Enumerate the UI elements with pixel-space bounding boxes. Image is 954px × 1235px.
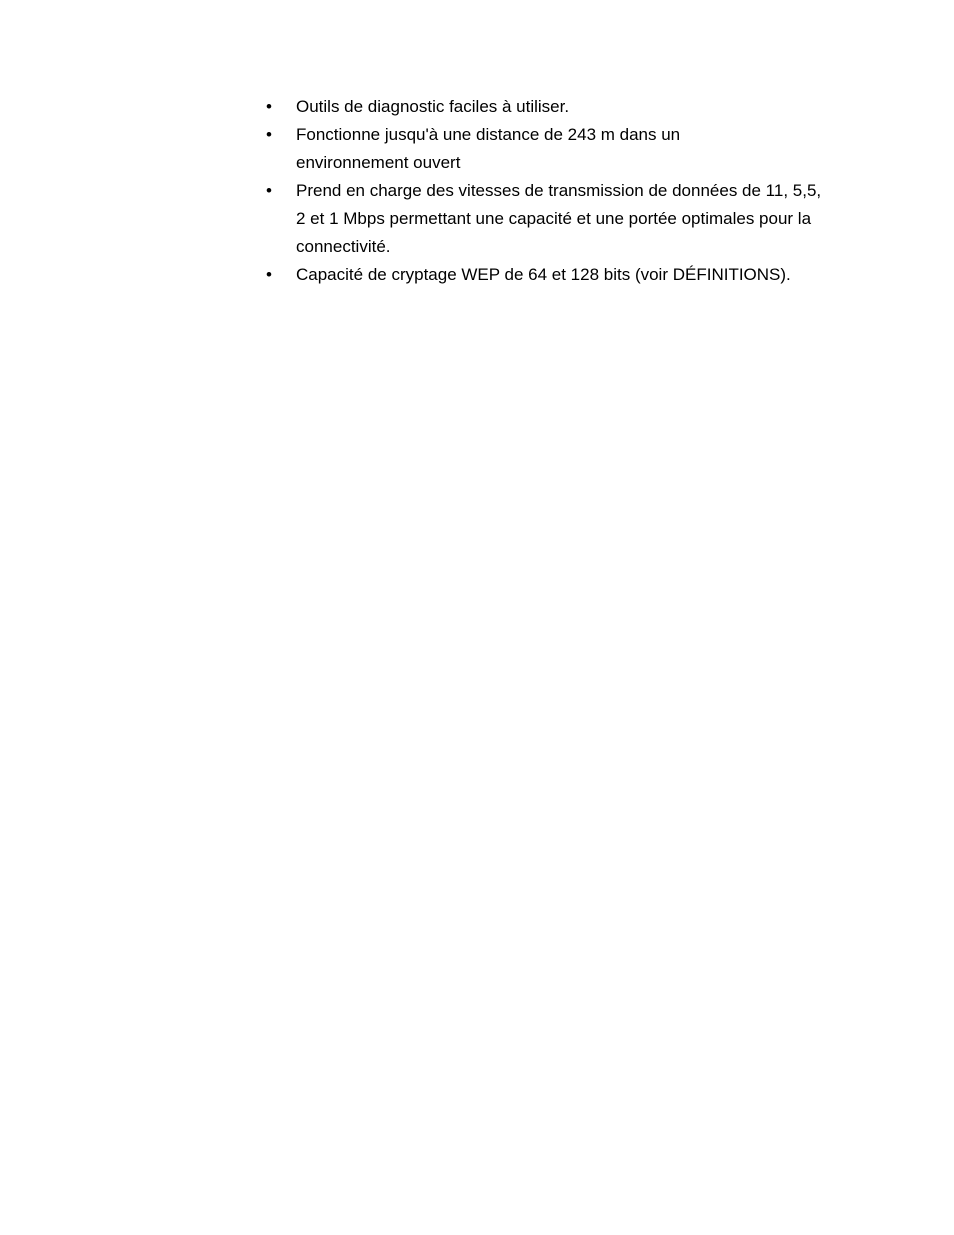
bullet-icon: • [266, 97, 272, 116]
list-item [262, 261, 852, 289]
feature-bullet-list [262, 93, 852, 289]
list-item-text: Outils de diagnostic faciles à utiliser. [296, 97, 570, 116]
bullet-icon: • [266, 125, 272, 144]
bullet-icon: • [266, 265, 272, 284]
list-item-text: Fonctionne jusqu'à une distance de 243 m dans un environnement ouvert [296, 125, 681, 172]
list-item-text: Capacité de cryptage WEP de 64 et 128 bits (voir DÉFINITIONS). [296, 265, 791, 284]
list-item [262, 93, 852, 121]
list-item [262, 177, 852, 261]
list-item [262, 121, 852, 177]
list-item-text: Prend en charge des vitesses de transmission de données de 11, 5,5, 2 et 1 Mbps permettant une capacité et une portée optimales pour la connectivité. [296, 181, 822, 256]
bullet-icon: • [266, 181, 272, 200]
